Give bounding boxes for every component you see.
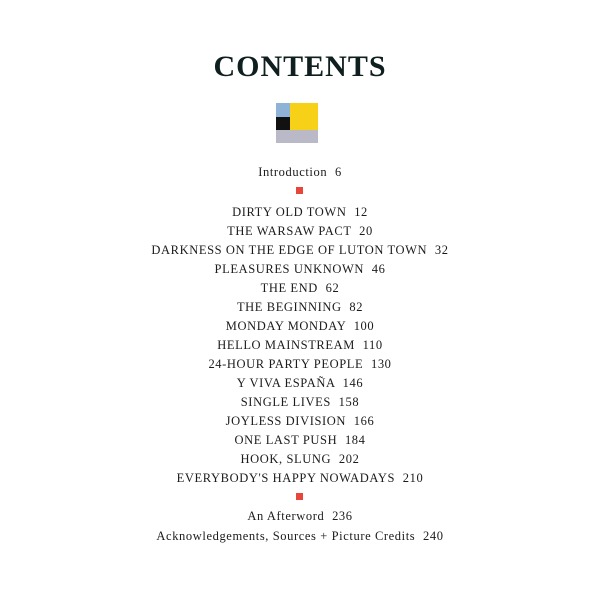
toc-entry-chapter bbox=[0, 205, 600, 220]
logo-grey-bar bbox=[276, 130, 318, 143]
divider-marker bbox=[296, 187, 303, 194]
toc-entry-title: Acknowledgements, Sources + Picture Credits bbox=[156, 529, 416, 543]
toc-entry-chapter bbox=[0, 376, 600, 391]
toc-entry-chapter bbox=[0, 262, 600, 277]
toc-entry-chapter bbox=[0, 452, 600, 467]
toc-entry-title: SINGLE LIVES bbox=[240, 395, 331, 409]
toc-entry-chapter bbox=[0, 357, 600, 372]
toc-entry-chapter bbox=[0, 414, 600, 429]
toc-entry-title: THE WARSAW PACT bbox=[227, 224, 352, 238]
toc-entry-afterword bbox=[0, 509, 600, 524]
toc-entry-page: 210 bbox=[402, 471, 424, 485]
toc-entry-chapter bbox=[0, 471, 600, 486]
toc-entry-page: 146 bbox=[342, 376, 364, 390]
toc-entry-page: 46 bbox=[371, 262, 386, 276]
toc-entry-title: MONDAY MONDAY bbox=[225, 319, 346, 333]
toc-entry-page: 82 bbox=[349, 300, 364, 314]
toc-entry-title: Introduction bbox=[258, 165, 328, 179]
toc-entry-title: EVERYBODY'S HAPPY NOWADAYS bbox=[176, 471, 396, 485]
toc-entry-chapter bbox=[0, 395, 600, 410]
toc-entry-page: 236 bbox=[332, 509, 353, 523]
toc-entry-page: 184 bbox=[344, 433, 366, 447]
toc-entry-chapter bbox=[0, 300, 600, 315]
toc-entry-chapter bbox=[0, 338, 600, 353]
color-block-logo bbox=[276, 103, 318, 143]
page-title: CONTENTS bbox=[213, 50, 387, 83]
toc-entry-title: HELLO MAINSTREAM bbox=[217, 338, 355, 352]
toc-entry-title: JOYLESS DIVISION bbox=[225, 414, 347, 428]
logo-yellow-square bbox=[290, 103, 318, 130]
toc-entry-page: 20 bbox=[359, 224, 373, 238]
toc-entry-chapter bbox=[0, 281, 600, 296]
toc-entry-acknowledgements bbox=[0, 529, 600, 544]
toc-entry-page: 110 bbox=[362, 338, 383, 352]
divider-marker bbox=[296, 493, 303, 500]
toc-entry-title: ONE LAST PUSH bbox=[234, 433, 338, 447]
toc-entry-title: DARKNESS ON THE EDGE OF LUTON TOWN bbox=[151, 243, 428, 257]
toc-entry-page: 240 bbox=[423, 529, 444, 543]
toc-entry-page: 12 bbox=[354, 205, 368, 219]
toc-entry-page: 158 bbox=[338, 395, 360, 409]
toc-entry-title: PLEASURES UNKNOWN bbox=[214, 262, 364, 276]
logo-blue-square bbox=[276, 103, 290, 117]
toc-entry-page: 166 bbox=[353, 414, 375, 428]
toc-entry-page: 6 bbox=[334, 165, 342, 179]
toc-entry-chapter bbox=[0, 224, 600, 239]
toc-entry-title: An Afterword bbox=[247, 509, 325, 523]
toc-entry-title: THE END bbox=[260, 281, 318, 295]
toc-entry-introduction bbox=[0, 165, 600, 180]
toc-entry-page: 100 bbox=[353, 319, 375, 333]
toc-entry-page: 130 bbox=[370, 357, 392, 371]
toc-entry-page: 32 bbox=[434, 243, 449, 257]
toc-entry-title: DIRTY OLD TOWN bbox=[232, 205, 347, 219]
toc-entry-chapter bbox=[0, 433, 600, 448]
toc-entry-title: Y VIVA ESPAÑA bbox=[236, 376, 335, 390]
toc-entry-chapter bbox=[0, 243, 600, 258]
toc-entry-title: HOOK, SLUNG bbox=[240, 452, 332, 466]
logo-black-square bbox=[276, 117, 290, 130]
toc-entry-chapter bbox=[0, 319, 600, 334]
toc-entry-page: 62 bbox=[325, 281, 340, 295]
toc-entry-title: THE BEGINNING bbox=[236, 300, 342, 314]
toc-entry-page: 202 bbox=[338, 452, 360, 466]
toc-entry-title: 24-HOUR PARTY PEOPLE bbox=[208, 357, 364, 371]
